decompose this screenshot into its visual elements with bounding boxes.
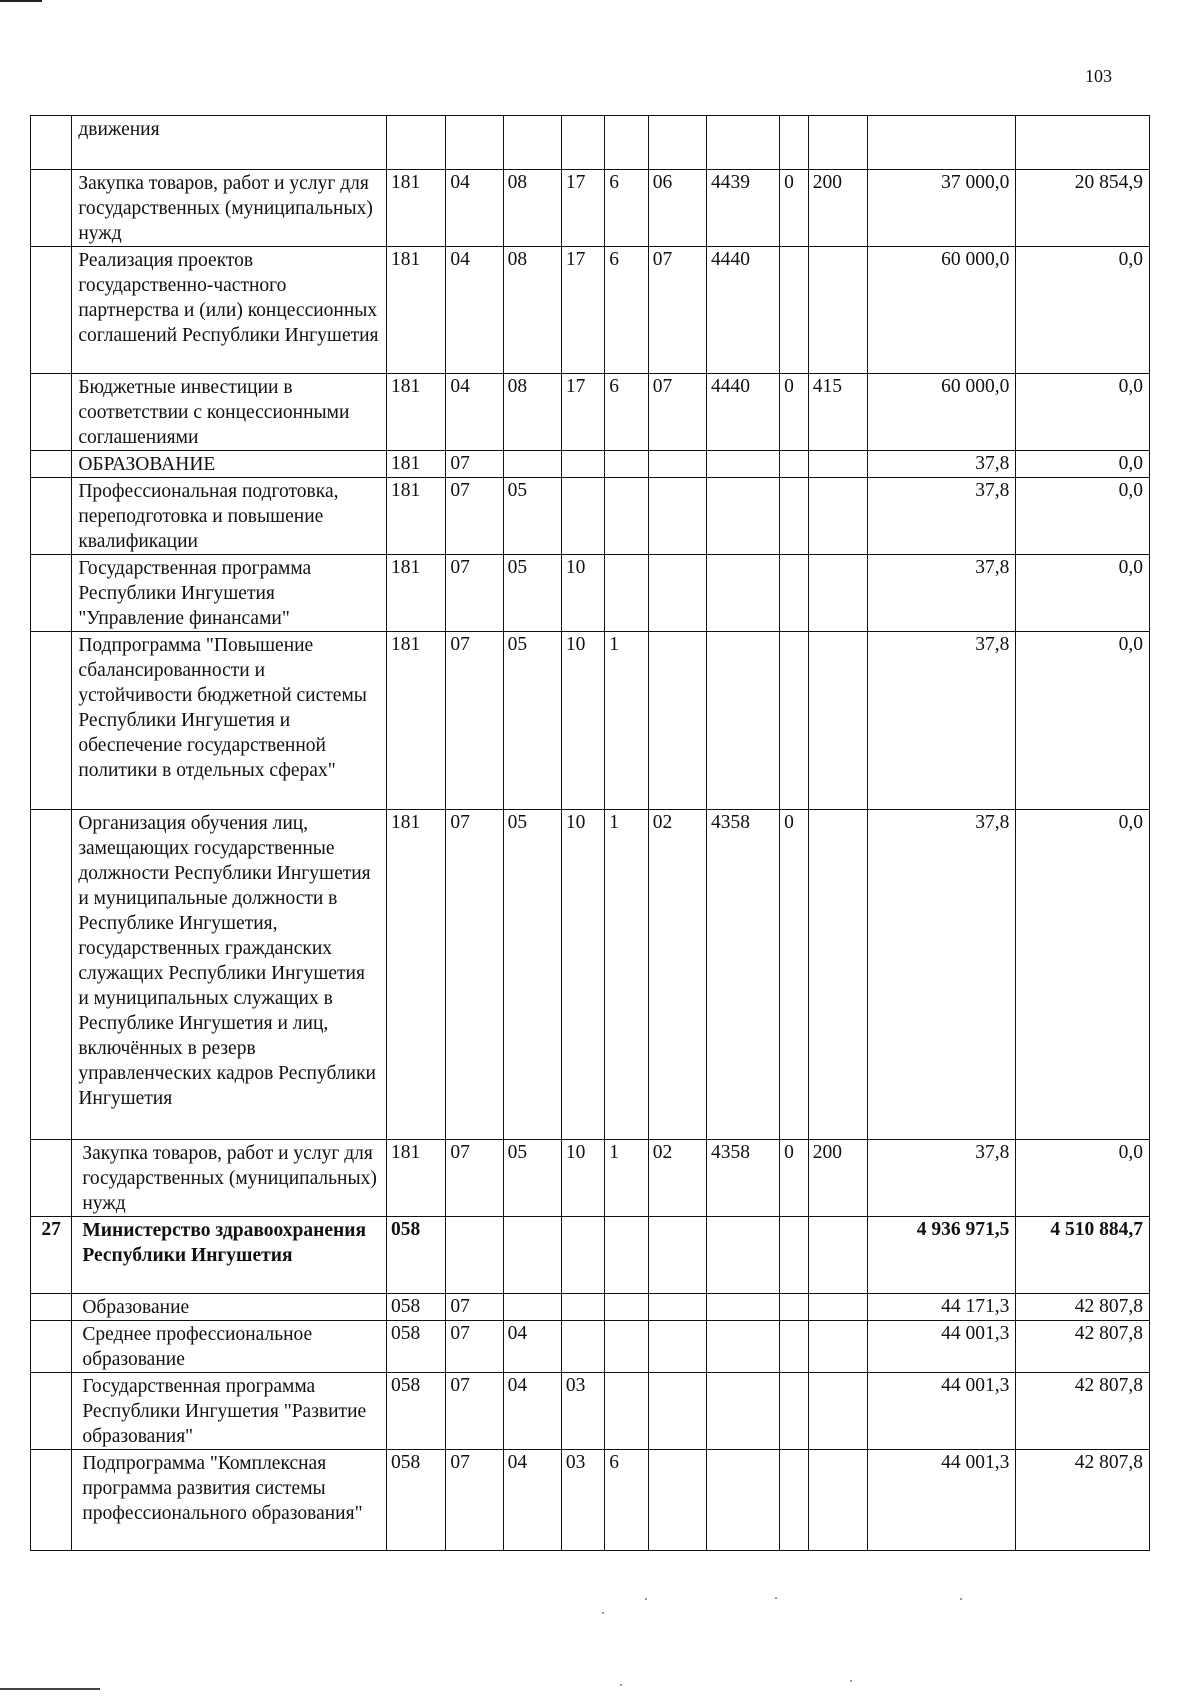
cell-amount-planned xyxy=(868,116,1016,170)
table-row xyxy=(31,247,1150,374)
cell-code-extra xyxy=(780,116,809,170)
cell-expense-type xyxy=(808,247,867,374)
cell-subsection xyxy=(503,1217,561,1294)
cell-program xyxy=(561,116,604,170)
cell-amount-executed: 42 807,8 xyxy=(1016,1373,1150,1450)
cell-direction xyxy=(707,1294,780,1321)
cell-amount-planned: 44 001,3 xyxy=(868,1373,1016,1450)
cell-main-event: 02 xyxy=(648,810,706,1140)
cell-amount-executed: 0,0 xyxy=(1016,1140,1150,1217)
cell-direction xyxy=(707,1373,780,1450)
cell-expense-type xyxy=(808,555,867,632)
table-row xyxy=(31,1217,1150,1294)
cell-code-extra: 0 xyxy=(780,170,809,247)
cell-ministry-code: 181 xyxy=(387,810,446,1140)
cell-row-number xyxy=(31,451,72,478)
cell-name: Профессиональная подготовка, переподготовка и повышение квалификации xyxy=(72,478,387,555)
cell-direction xyxy=(707,1217,780,1294)
cell-subprogram xyxy=(605,478,648,555)
cell-name: Организация обучения лиц, замещающих государственные должности Республики Ингушетия и муниципальные должности в Республике Ингушетия, государственных гражданских служащих Республики Ингушетия и муниципальных служащих в Республике Ингушетия и лиц, включённых в резерв управленческих кадров Республики Ингушетия xyxy=(72,810,387,1140)
cell-program: 10 xyxy=(561,1140,604,1217)
table-row xyxy=(31,810,1150,1140)
cell-code-extra: 0 xyxy=(780,810,809,1140)
cell-expense-type xyxy=(808,1450,867,1551)
cell-main-event xyxy=(648,555,706,632)
scan-speck xyxy=(960,1598,962,1600)
cell-main-event: 06 xyxy=(648,170,706,247)
cell-name: Закупка товаров, работ и услуг для государственных (муниципальных) нужд xyxy=(72,1140,387,1217)
cell-ministry-code: 058 xyxy=(387,1294,446,1321)
cell-row-number xyxy=(31,632,72,810)
cell-section: 07 xyxy=(446,451,503,478)
cell-amount-planned: 37 000,0 xyxy=(868,170,1016,247)
cell-direction xyxy=(707,1450,780,1551)
cell-name: Подпрограмма "Комплексная программа развития системы профессионального образования" xyxy=(72,1450,387,1551)
cell-amount-executed: 0,0 xyxy=(1016,810,1150,1140)
cell-amount-planned: 37,8 xyxy=(868,810,1016,1140)
cell-program: 03 xyxy=(561,1450,604,1551)
cell-ministry-code: 181 xyxy=(387,374,446,451)
table-row xyxy=(31,478,1150,555)
cell-row-number xyxy=(31,1140,72,1217)
cell-program: 10 xyxy=(561,632,604,810)
cell-ministry-code: 058 xyxy=(387,1217,446,1294)
cell-section xyxy=(446,116,503,170)
cell-direction xyxy=(707,632,780,810)
cell-subsection: 05 xyxy=(503,632,561,810)
cell-expense-type xyxy=(808,1294,867,1321)
cell-program xyxy=(561,1217,604,1294)
page-number: 103 xyxy=(1085,66,1112,86)
cell-subsection xyxy=(503,116,561,170)
cell-subprogram xyxy=(605,1373,648,1450)
cell-ministry-code: 058 xyxy=(387,1373,446,1450)
cell-amount-planned: 37,8 xyxy=(868,451,1016,478)
cell-amount-planned: 60 000,0 xyxy=(868,247,1016,374)
cell-subsection: 05 xyxy=(503,555,561,632)
cell-amount-planned: 44 171,3 xyxy=(868,1294,1016,1321)
cell-section: 07 xyxy=(446,632,503,810)
cell-main-event xyxy=(648,478,706,555)
cell-row-number xyxy=(31,1294,72,1321)
cell-subprogram: 1 xyxy=(605,810,648,1140)
cell-amount-executed: 0,0 xyxy=(1016,374,1150,451)
cell-direction xyxy=(707,478,780,555)
cell-code-extra xyxy=(780,555,809,632)
cell-name: ОБРАЗОВАНИЕ xyxy=(72,451,387,478)
cell-amount-executed: 20 854,9 xyxy=(1016,170,1150,247)
cell-amount-executed: 0,0 xyxy=(1016,451,1150,478)
cell-section: 07 xyxy=(446,1294,503,1321)
cell-direction xyxy=(707,1321,780,1373)
table-row xyxy=(31,1321,1150,1373)
cell-subprogram xyxy=(605,451,648,478)
cell-row-number xyxy=(31,170,72,247)
cell-section: 07 xyxy=(446,1450,503,1551)
cell-ministry-code: 181 xyxy=(387,1140,446,1217)
cell-code-extra: 0 xyxy=(780,374,809,451)
cell-program: 17 xyxy=(561,374,604,451)
cell-subsection xyxy=(503,451,561,478)
cell-ministry-code: 181 xyxy=(387,555,446,632)
cell-subprogram xyxy=(605,1321,648,1373)
cell-row-number xyxy=(31,1321,72,1373)
cell-section: 04 xyxy=(446,247,503,374)
cell-main-event xyxy=(648,1450,706,1551)
cell-row-number xyxy=(31,810,72,1140)
cell-section: 07 xyxy=(446,1140,503,1217)
cell-row-number xyxy=(31,478,72,555)
cell-name: Закупка товаров, работ и услуг для государственных (муниципальных) нужд xyxy=(72,170,387,247)
cell-amount-planned: 4 936 971,5 xyxy=(868,1217,1016,1294)
cell-main-event: 02 xyxy=(648,1140,706,1217)
cell-name: Бюджетные инвестиции в соответствии с концессионными соглашениями xyxy=(72,374,387,451)
cell-expense-type xyxy=(808,1217,867,1294)
cell-name: Реализация проектов государственно-частного партнерства и (или) концессионных соглашений Республики Ингушетия xyxy=(72,247,387,374)
cell-code-extra xyxy=(780,1450,809,1551)
scan-speck xyxy=(645,1598,647,1600)
scan-speck xyxy=(620,1684,622,1686)
cell-subsection xyxy=(503,1294,561,1321)
table-row xyxy=(31,1140,1150,1217)
table-row xyxy=(31,170,1150,247)
cell-row-number xyxy=(31,1450,72,1551)
cell-amount-planned: 37,8 xyxy=(868,632,1016,810)
cell-section: 07 xyxy=(446,1321,503,1373)
cell-amount-executed xyxy=(1016,116,1150,170)
cell-name: Подпрограмма "Повышение сбалансированности и устойчивости бюджетной системы Республики Ингушетия и обеспечение государственной политики в отдельных сферах" xyxy=(72,632,387,810)
cell-ministry-code: 058 xyxy=(387,1450,446,1551)
cell-amount-executed: 0,0 xyxy=(1016,478,1150,555)
cell-direction xyxy=(707,451,780,478)
cell-subprogram xyxy=(605,1217,648,1294)
cell-row-number xyxy=(31,116,72,170)
cell-section: 04 xyxy=(446,374,503,451)
cell-main-event xyxy=(648,1321,706,1373)
cell-ministry-code: 181 xyxy=(387,478,446,555)
cell-code-extra xyxy=(780,1217,809,1294)
cell-direction: 4358 xyxy=(707,810,780,1140)
cell-amount-planned: 60 000,0 xyxy=(868,374,1016,451)
cell-section: 07 xyxy=(446,1373,503,1450)
cell-row-number xyxy=(31,1373,72,1450)
cell-expense-type xyxy=(808,632,867,810)
table-row xyxy=(31,1294,1150,1321)
cell-subsection: 04 xyxy=(503,1373,561,1450)
cell-ministry-code: 181 xyxy=(387,247,446,374)
table-row xyxy=(31,555,1150,632)
cell-amount-planned: 37,8 xyxy=(868,1140,1016,1217)
cell-direction: 4440 xyxy=(707,247,780,374)
cell-amount-executed: 4 510 884,7 xyxy=(1016,1217,1150,1294)
cell-expense-type xyxy=(808,1373,867,1450)
cell-code-extra xyxy=(780,1321,809,1373)
cell-subsection: 04 xyxy=(503,1321,561,1373)
cell-subprogram: 1 xyxy=(605,1140,648,1217)
cell-amount-executed: 42 807,8 xyxy=(1016,1294,1150,1321)
cell-ministry-code: 181 xyxy=(387,170,446,247)
cell-program: 10 xyxy=(561,810,604,1140)
cell-direction xyxy=(707,555,780,632)
cell-row-number xyxy=(31,555,72,632)
cell-program: 17 xyxy=(561,247,604,374)
cell-main-event: 07 xyxy=(648,247,706,374)
cell-subprogram xyxy=(605,1294,648,1321)
table-row xyxy=(31,374,1150,451)
cell-amount-executed: 42 807,8 xyxy=(1016,1450,1150,1551)
cell-amount-executed: 0,0 xyxy=(1016,632,1150,810)
cell-expense-type xyxy=(808,478,867,555)
cell-ministry-code xyxy=(387,116,446,170)
cell-subsection: 08 xyxy=(503,247,561,374)
scan-edge-mark xyxy=(0,1688,100,1690)
cell-direction xyxy=(707,116,780,170)
cell-ministry-code: 181 xyxy=(387,632,446,810)
table-row xyxy=(31,116,1150,170)
cell-main-event: 07 xyxy=(648,374,706,451)
cell-amount-planned: 44 001,3 xyxy=(868,1450,1016,1551)
cell-amount-planned: 37,8 xyxy=(868,478,1016,555)
cell-code-extra xyxy=(780,1373,809,1450)
cell-subsection: 05 xyxy=(503,810,561,1140)
cell-subsection: 05 xyxy=(503,478,561,555)
cell-code-extra: 0 xyxy=(780,1140,809,1217)
cell-expense-type xyxy=(808,1321,867,1373)
scan-edge-mark xyxy=(0,0,42,2)
cell-section: 07 xyxy=(446,478,503,555)
cell-subprogram: 1 xyxy=(605,632,648,810)
cell-subprogram: 6 xyxy=(605,1450,648,1551)
cell-subprogram: 6 xyxy=(605,170,648,247)
cell-expense-type: 200 xyxy=(808,1140,867,1217)
cell-section: 07 xyxy=(446,810,503,1140)
cell-code-extra xyxy=(780,632,809,810)
cell-subsection: 04 xyxy=(503,1450,561,1551)
table-row xyxy=(31,451,1150,478)
cell-main-event xyxy=(648,451,706,478)
cell-expense-type: 200 xyxy=(808,170,867,247)
cell-main-event xyxy=(648,632,706,810)
cell-amount-executed: 42 807,8 xyxy=(1016,1321,1150,1373)
cell-subsection: 05 xyxy=(503,1140,561,1217)
cell-amount-executed: 0,0 xyxy=(1016,247,1150,374)
scan-speck xyxy=(775,1597,777,1599)
table-row xyxy=(31,1450,1150,1551)
cell-name: Государственная программа Республики Ингушетия "Развитие образования" xyxy=(72,1373,387,1450)
cell-ministry-code: 058 xyxy=(387,1321,446,1373)
table-row xyxy=(31,1373,1150,1450)
scan-speck xyxy=(850,1680,852,1682)
cell-main-event xyxy=(648,1373,706,1450)
cell-ministry-code: 181 xyxy=(387,451,446,478)
budget-table xyxy=(30,115,1150,1551)
cell-code-extra xyxy=(780,478,809,555)
cell-code-extra xyxy=(780,451,809,478)
cell-program xyxy=(561,451,604,478)
cell-expense-type: 415 xyxy=(808,374,867,451)
cell-program: 03 xyxy=(561,1373,604,1450)
cell-expense-type xyxy=(808,810,867,1140)
cell-main-event xyxy=(648,1294,706,1321)
cell-subsection: 08 xyxy=(503,170,561,247)
cell-main-event xyxy=(648,1217,706,1294)
table-body xyxy=(31,116,1150,1551)
cell-subprogram xyxy=(605,555,648,632)
cell-subprogram xyxy=(605,116,648,170)
cell-section: 04 xyxy=(446,170,503,247)
cell-expense-type xyxy=(808,451,867,478)
cell-amount-executed: 0,0 xyxy=(1016,555,1150,632)
cell-amount-planned: 44 001,3 xyxy=(868,1321,1016,1373)
cell-subprogram: 6 xyxy=(605,247,648,374)
cell-subsection: 08 xyxy=(503,374,561,451)
cell-code-extra xyxy=(780,1294,809,1321)
cell-section xyxy=(446,1217,503,1294)
cell-program xyxy=(561,1321,604,1373)
cell-expense-type xyxy=(808,116,867,170)
cell-direction: 4440 xyxy=(707,374,780,451)
cell-program xyxy=(561,1294,604,1321)
cell-row-number: 27 xyxy=(31,1217,72,1294)
cell-direction: 4439 xyxy=(707,170,780,247)
scan-speck xyxy=(602,1612,604,1614)
cell-name: Среднее профессиональное образование xyxy=(72,1321,387,1373)
cell-program xyxy=(561,478,604,555)
cell-code-extra xyxy=(780,247,809,374)
cell-name: Государственная программа Республики Ингушетия "Управление финансами" xyxy=(72,555,387,632)
cell-row-number xyxy=(31,247,72,374)
cell-amount-planned: 37,8 xyxy=(868,555,1016,632)
cell-program: 10 xyxy=(561,555,604,632)
cell-direction: 4358 xyxy=(707,1140,780,1217)
cell-program: 17 xyxy=(561,170,604,247)
cell-main-event xyxy=(648,116,706,170)
cell-section: 07 xyxy=(446,555,503,632)
cell-subprogram: 6 xyxy=(605,374,648,451)
cell-name: движения xyxy=(72,116,387,170)
table-row xyxy=(31,632,1150,810)
cell-name: Министерство здравоохранения Республики Ингушетия xyxy=(72,1217,387,1294)
cell-name: Образование xyxy=(72,1294,387,1321)
cell-row-number xyxy=(31,374,72,451)
